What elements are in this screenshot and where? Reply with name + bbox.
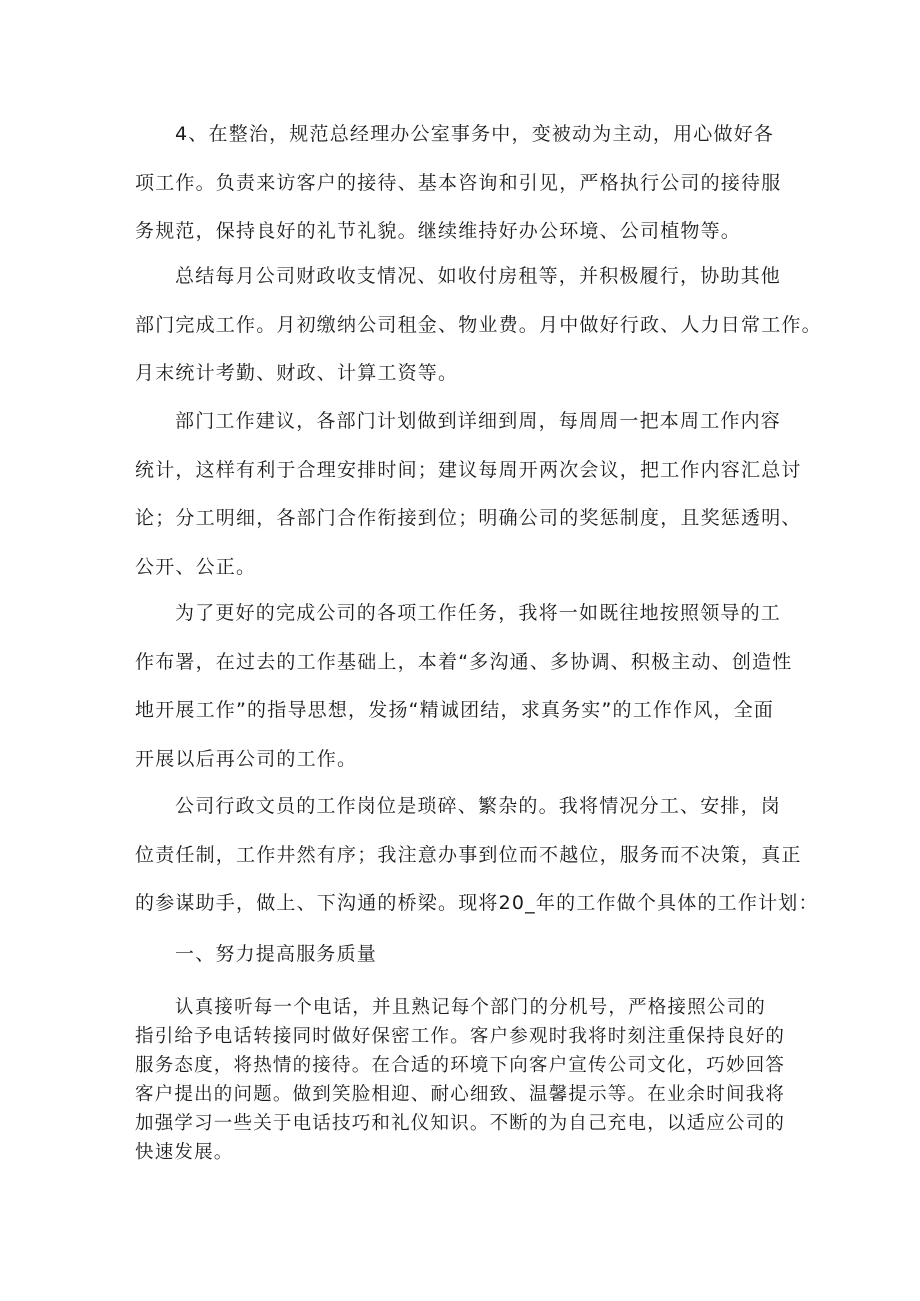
- text-line: 月末统计考勤、财政、计算工资等。: [135, 362, 459, 384]
- text-line: 位责任制，工作井然有序；我注意办事到位而不越位，服务而不决策，真正: [135, 843, 802, 866]
- text-line: 部门工作建议，各部门计划做到详细到周，每周周一把本周工作内容: [175, 410, 782, 432]
- text-line: 公开、公正。: [135, 555, 257, 578]
- text-line: 公司行政文员的工作岗位是琐碎、繁杂的。我将情况分工、安排，岗: [175, 795, 782, 817]
- text-line: 论；分工明细，各部门合作衔接到位；明确公司的奖惩制度，且奖惩透明、: [135, 507, 802, 529]
- paragraph-clerk-role: [135, 782, 819, 928]
- section-heading: [135, 930, 795, 979]
- text-line: 项工作。负责来访客户的接待、基本咨询和引见，严格执行公司的接待服: [135, 171, 782, 194]
- paragraph-work-principles: [135, 589, 795, 783]
- text-line: 地开展工作”的指导思想，发扬“精诚团结，求真务实”的工作作风，全面: [135, 699, 775, 721]
- text-line: 的参谋助手，做上、下沟通的桥梁。现将20_年的工作做个具体的工作计划：: [135, 892, 819, 914]
- text-line: 为了更好的完成公司的各项工作任务，我将一如既往地按照领导的工: [175, 602, 782, 624]
- text-line: 加强学习一些关于电话技巧和礼仪知识。不断的为自己充电，以适应公司的: [135, 1113, 786, 1134]
- text-line: 务规范，保持良好的礼节礼貌。继续维持好办公环境、公司植物等。: [135, 220, 742, 242]
- paragraph-office-affairs: [135, 110, 795, 256]
- text-line: 统计，这样有利于合理安排时间；建议每周开两次会议，把工作内容汇总讨: [135, 458, 802, 481]
- text-line: 总结每月公司财政收支情况、如收付房租等，并积极履行，协助其他: [175, 265, 782, 287]
- heading-improve-service: 一、努力提高服务质量: [175, 943, 378, 965]
- paragraph-monthly-finance: [135, 252, 822, 398]
- text-line: 开展以后再公司的工作。: [135, 747, 358, 770]
- text-line: 快速发展。: [135, 1142, 234, 1163]
- text-line: 认真接听每一个电话，并且熟记每个部门的分机号，严格接照公司的: [175, 997, 767, 1018]
- text-line: 4、在整治，规范总经理办公室事务中，变被动为主动，用心做好各: [175, 123, 775, 145]
- text-line: 指引给予电话转接同时做好保密工作。客户参观时我将时刻注重保持良好的: [135, 1026, 786, 1047]
- text-line: 部门完成工作。月初缴纳公司租金、物业费。月中做好行政、人力日常工作。: [135, 313, 822, 336]
- text-line: 服务态度，将热情的接待。在合适的环境下向客户宣传公司文化，巧妙回答: [135, 1055, 786, 1076]
- text-line: 作布署，在过去的工作基础上，本着“多沟通、多协调、积极主动、创造性: [135, 650, 793, 673]
- text-line: 客户提出的问题。做到笑脸相迎、耐心细致、温馨提示等。在业余时间我将: [135, 1084, 786, 1105]
- paragraph-phone-service: [135, 993, 795, 1167]
- paragraph-department-suggestions: [135, 397, 802, 591]
